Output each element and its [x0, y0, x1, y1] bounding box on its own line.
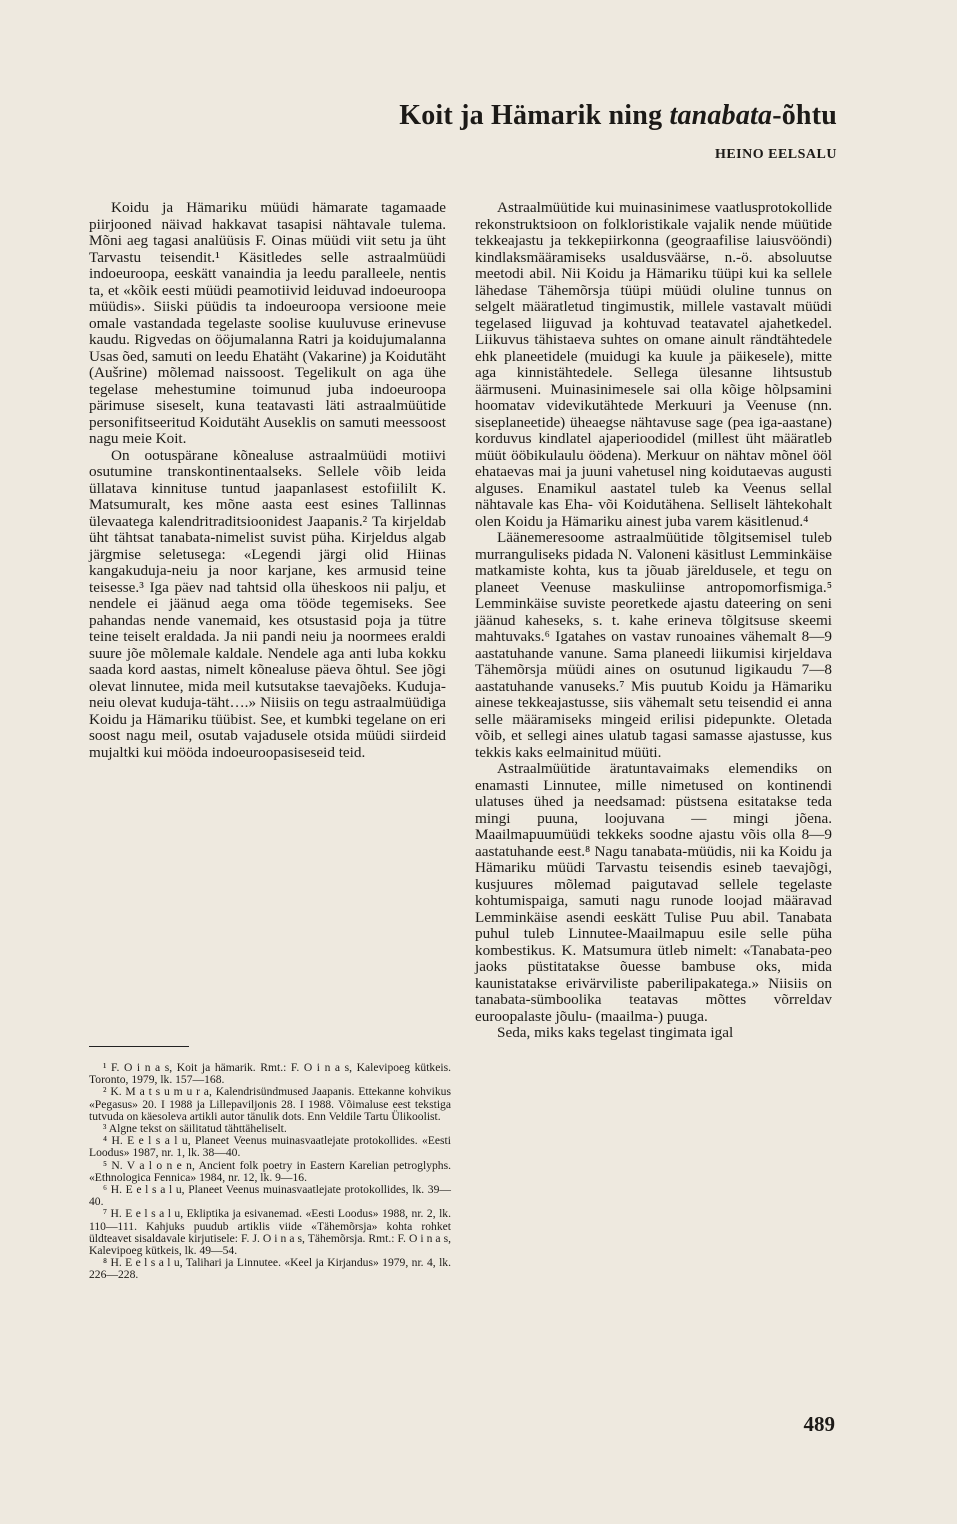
right-paragraph-3: Astraalmüütide äratuntavaimaks elemendiks on enamasti Linnutee, mille nimetused on kontinendi ulatuses ühed ja needsamad: püstsena esitatakse teda mingi puuna, loojuvana — mingi jõena. Maailmapuumüüdi tekkeks soodne ajastu võis olla 8—9 aastatuhande eest.⁸ Nagu tanabata-müüdis, nii ka Koidu ja Hämariku müüdi Tarvastu teisendis esineb taevajõgi, kusjuures mõlemad paigutavad sellele tegelaste kohtumispaiga, samuti nagu runode loojad määravad Lemminkäise asendi eeskätt Tulise Puu abil. Tanabata puhul tuleb Linnutee-Maailmapuu esile selle püha kombestikus. K. Matsumura ütleb nimelt: «Tanabata-peo jaoks püstitatakse õuesse bambuse oks, mida kaunistatakse erivärviliste paberilipakatega.» Niisiis on tanabata-sümboolika teatavas mõttes võrreldav euroopalaste jõulu- (maailma-) puuga. [475, 760, 832, 1025]
article-title [399, 100, 837, 132]
footnote-6: ⁶ H. E e l s a l u, Planeet Veenus muinasvaatlejate protokollides, lk. 39—40. [89, 1183, 451, 1209]
left-paragraph-2: On ootuspärane kõnealuse astraalmüüdi motiivi osutumine transkontinentaalseks. Sellele võib leida üllatava kinnituse tuntud jaapanlasest estofiililt K. Matsumuralt, kes mõne aasta eest esines Tallinnas ülevaatega kalendritraditsioonidest Jaapanis.² Ta kirjeldab üht tähtsat tanabata-nimelist suvist püha. Kirjeldus algab järgmise seletusega: «Legendi järgi olid Hiinas kangakuduja-neiu ja noor karjane, kes armusid teine teisesse.³ Iga päev nad tahtsid olla üheskoos nii palju, et nendele ei jäänud aega oma tööde tegemiseks. See pahandas nende vanemaid, kes otsustasid poja ja tütre teine teiselt eraldada. Ja nii pandi neiu ja noormees eraldi suure jõe mõlemale kaldale. Nendele aga anti luba kokku saada kord aastas, nimelt kõnealuse päeva õhtul. See jõgi olevat linnutee, mida meil kutsutakse taevajõeks. Kuduja-neiu olevat kuduja-täht….» Niisiis on tegu astraalmüüdiga Koidu ja Hämariku tüübist. See, et kumbki tegelane on eri soost nagu meil, osutab vajadusele otsida müüdi siirdeid mujaltki kui mööda indoeuroopasiseseid teid. [89, 446, 446, 761]
title-end: -õhtu [772, 100, 837, 131]
right-paragraph-2: Läänemeresoome astraalmüütide tõlgitsemisel tuleb murranguliseks pidada N. Valoneni käsitlust Lemminkäise matkamiste kohta, kus ta jõuab järeldusele, et tegu on planeet Veenuse maskuliinse antropomorfismiga.⁵ Lemminkäise suviste peoretkede ajastu dateering on seni jäänud kaheseks, s. t. kahe erineva tõlgitsuse skeemi mahtuvaks.⁶ Igatahes on vastav runoaines vähemalt 8—9 aastatuhande vanune. Sama planeedi liikumisi kirjeldava Tähemõrsja müüdi aines on osutunud ligikaudu 7—8 aastatuhande vanuseks.⁷ Mis puutub Koidu ja Hämariku ainese tekkeajastusse, siis vähemalt setu teisendid ei anna selle määramiseks mingeid erilisi pidepunkte. Oletada võib, et sellegi aines ulatub tagasi samasse ajastusse, kus tekkis kaks eelmainitud müüti. [475, 529, 832, 761]
footnotes [89, 1062, 451, 1282]
footnote-2: ² K. M a t s u m u r a, Kalendrisündmused Jaapanis. Ettekanne kohvikus «Pegasus» 20. I 1988 ja Lillepaviljonis 28. I 1988. Võimaluse eest tekstiga tutvuda on käesoleva artikli autor tänulik dots. Enn Veldile Tartu Ülikoolist. [89, 1085, 451, 1123]
footnote-1: ¹ F. O i n a s, Koit ja hämarik. Rmt.: F. O i n a s, Kalevipoeg kütkeis. Toronto, 1979, lk. 157—168. [89, 1061, 451, 1087]
footnote-divider [89, 1046, 189, 1047]
footnote-5: ⁵ N. V a l o n e n, Ancient folk poetry in Eastern Karelian petroglyphs. «Ethnologica Fennica» 1984, nr. 12, lk. 9—16. [89, 1158, 451, 1184]
left-paragraph-1: Koidu ja Hämariku müüdi hämarate tagamaade piirjooned näivad hakkavat tasapisi nähtavale tulema. Mõni aeg tagasi analüüsis F. Oinas müüdi viit setu ja üht Tarvastu teisendit.¹ Käsitledes selle astraalmüüdi indoeuroopa, eeskätt vanaindia ja leedu paralleele, nentis ta, et «kõik eesti müüdi peamotiivid leiduvad indoeuroopa müüdis». Siiski püüdis ta indoeuroopa versioone meie omale vastandada tegelaste soolise kuuluvuse erinevuse kaudu. Rigvedas on ööjumalanna Ratri ja koidujumalanna Usas õed, samuti on leedu Ehatäht (Vakarine) ja Koidutäht (Aušrine) mõlemad naissoost. Tegelikult on aga ühe tegelase mehestumine toimunud juba indoeuroopa pärimuse siseselt, kuna teatavasti läti astraalmüütide personifitseeritud Koidutäht Auseklis on samuti meessoost nagu meie Koit. [89, 199, 446, 447]
title-italic: tanabata [669, 100, 773, 131]
left-column [89, 200, 446, 761]
right-paragraph-4: Seda, miks kaks tegelast tingimata igal [497, 1024, 734, 1041]
footnote-8: ⁸ H. E e l s a l u, Talihari ja Linnutee. «Keel ja Kirjandus» 1979, nr. 4, lk. 226—228. [89, 1256, 451, 1282]
article-author: HEINO EELSALU [714, 147, 837, 162]
right-column [475, 200, 832, 1042]
footnote-7: ⁷ H. E e l s a l u, Ekliptika ja esivanemad. «Eesti Loodus» 1988, nr. 2, lk. 110—111. Kahjuks puudub artiklis viide «Tähemõrsja» kohta rohket üldteavet sisaldavale kirjutisele: F. J. O i n a s, Tähemõrsja. Rmt.: F. O i n a s, Kalevipoeg kütkeis, lk. 49—54. [89, 1207, 451, 1258]
right-paragraph-1: Astraalmüütide kui muinasinimese vaatlusprotokollide rekonstruktsioon on folkloristikale vajalik nende müütide tekkeajastu ja tekkepiirkonna (geograafilise laiusvööndi) kindlaksmääramiseks usaldusväärse, n.-ö. absoluutse meetodi abil. Nii Koidu ja Hämariku tüüpi kui ka sellele lähedase Tähemõrsja tüüpi müüdi oluline tunnus on selgelt määratletud tingimustik, millele vastavalt müüdi tegelased liiguvad ja kohtuvad teatavatel ajahetkedel. Liikuvus tähistaeva suhtes on omane ainult rändtähtedele ehk planeetidele (muidugi ka kuule ja päikesele), mitte aga kinnistähtedele. Sellega ülesanne lihtsustub äärmuseni. Muinasinimesele sai olla kõige hõlpsamini hoomatav videvikutähtede Merkuuri ja Veenuse (nn. siseplaneetide) üheaegse nähtavuse sage (pea iga-aastane) korduvus kindlatel ajaperioodidel (millest üht määratleb müüt ööbikulaulu öödena). Merkuur on nähtav mõnel ööl ehataevas mai ja juuni vahetusel ning koidutaevas augusti alguses. Enamikul aastatel tuleb ka Veenus sellal nähtavale kas Eha- või Koidutähena. Selliselt lähtekohalt olen Koidu ja Hämariku ainest juba varem käsitlenud.⁴ [475, 199, 832, 530]
page-number: 489 [803, 1412, 835, 1436]
footnote-4: ⁴ H. E e l s a l u, Planeet Veenus muinasvaatlejate protokollides. «Eesti Loodus» 1987, nr. 1, lk. 38—40. [89, 1134, 451, 1160]
footnote-3: ³ Algne tekst on säilitatud tähttäheliselt. [103, 1122, 287, 1136]
title-main: Koit ja Hämarik ning [399, 100, 670, 131]
